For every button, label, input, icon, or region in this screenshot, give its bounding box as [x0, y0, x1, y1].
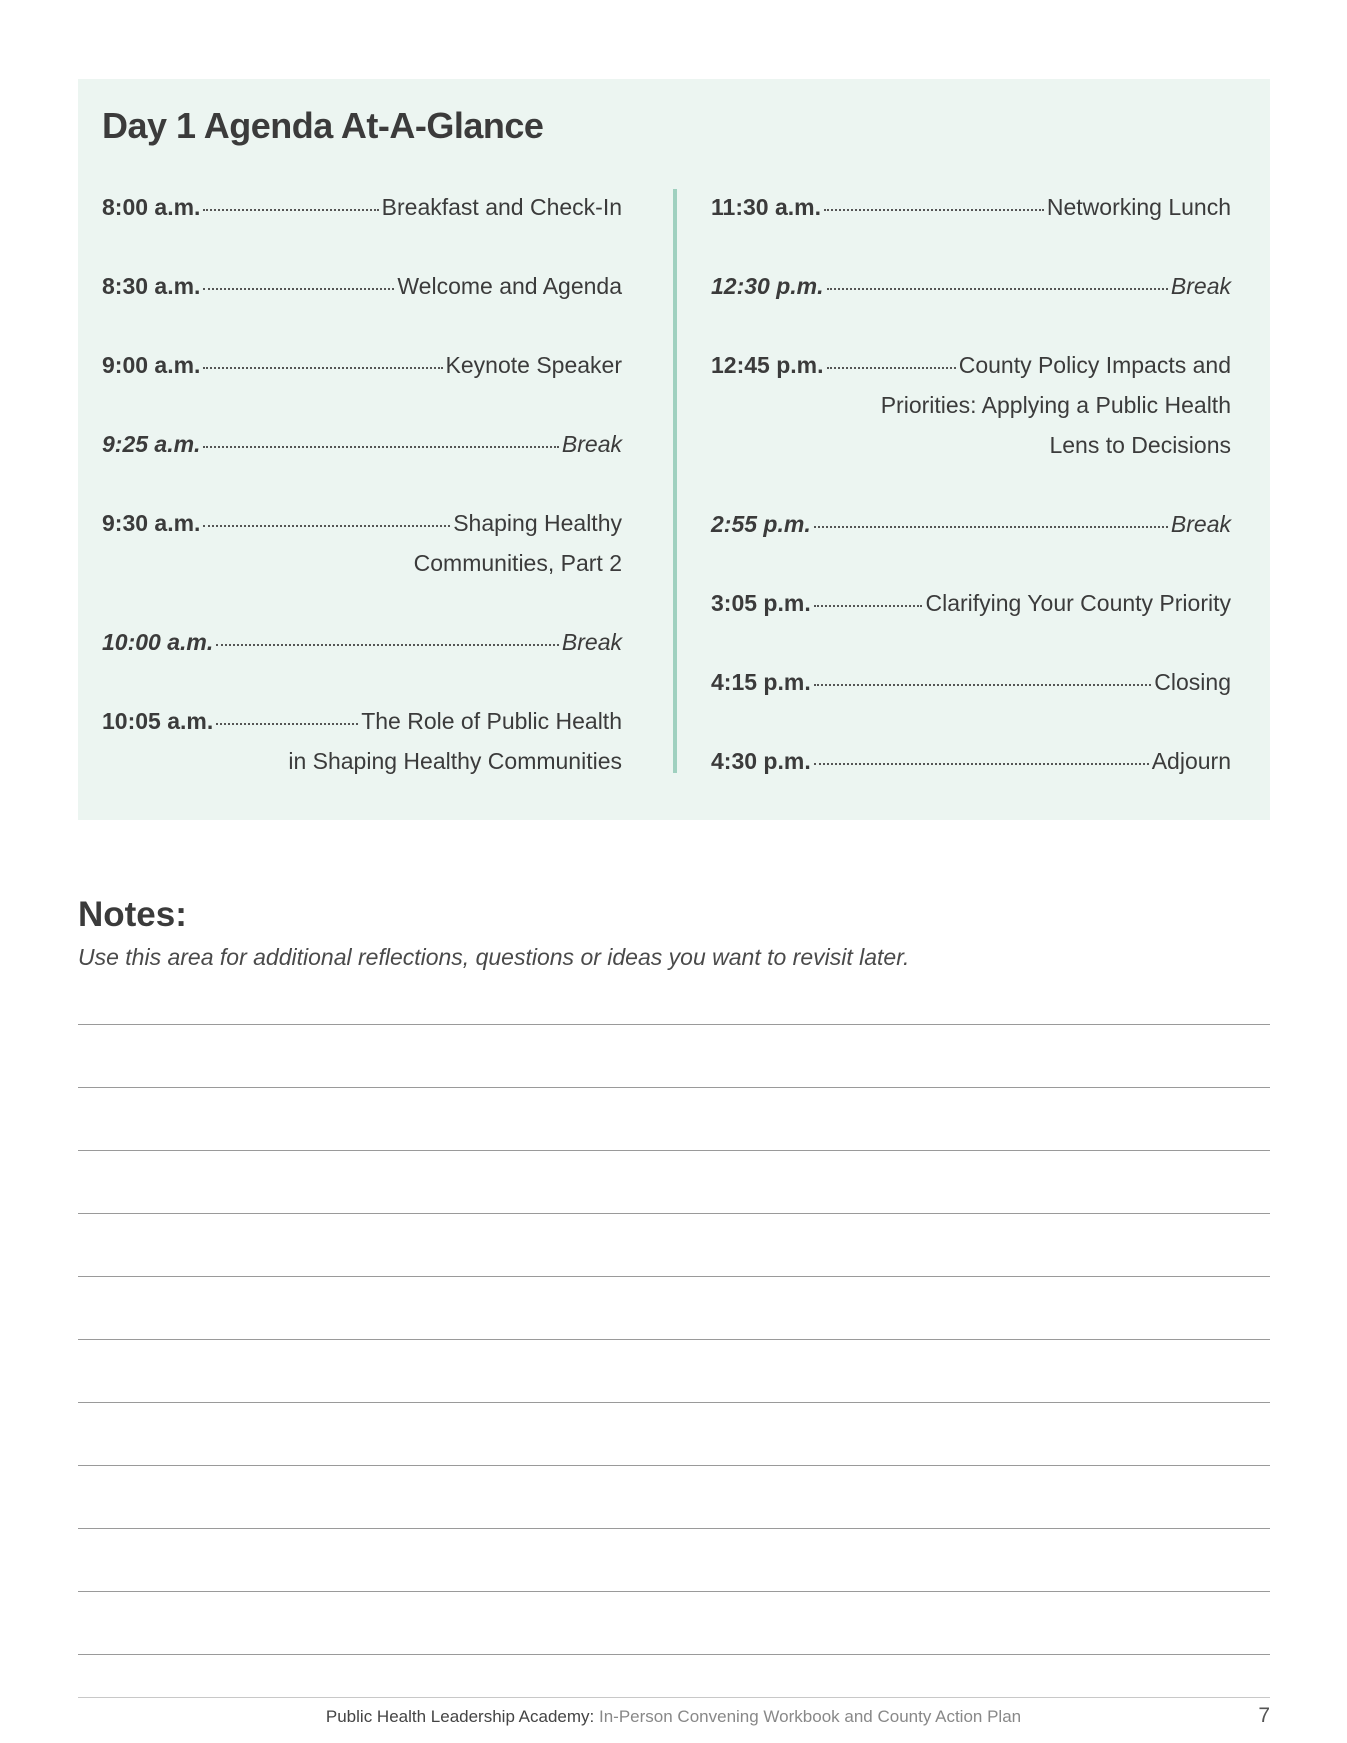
dot-leader: [814, 525, 1168, 528]
agenda-item-row: [711, 266, 1231, 306]
note-line: [78, 1591, 1270, 1592]
agenda-item-row: [102, 622, 622, 662]
agenda-time: 12:30 p.m.: [711, 273, 824, 299]
agenda-session-title: Breakfast and Check-In: [381, 194, 622, 220]
agenda-time: 4:15 p.m.: [711, 669, 811, 695]
agenda-session-title: Break: [561, 629, 622, 655]
agenda-time: 8:30 a.m.: [102, 273, 201, 299]
agenda-item: [711, 504, 1231, 544]
dot-leader: [824, 208, 1044, 211]
agenda-item-row: [102, 187, 622, 227]
agenda-item: [102, 266, 622, 306]
agenda-item-row: [711, 187, 1231, 227]
agenda-item: [102, 187, 622, 227]
agenda-item: [711, 662, 1231, 702]
dot-leader: [203, 445, 558, 448]
agenda-item-row: [102, 701, 622, 741]
agenda-time: 9:25 a.m.: [102, 431, 201, 457]
dot-leader: [216, 722, 358, 725]
agenda-item-row: [711, 504, 1231, 544]
note-line: [78, 1654, 1270, 1655]
agenda-session-title: Break: [561, 431, 622, 457]
note-line: [78, 1213, 1270, 1214]
note-line: [78, 1465, 1270, 1466]
agenda-item: [711, 583, 1231, 623]
agenda-session-title: Keynote Speaker: [445, 352, 622, 378]
agenda-item: [102, 622, 622, 662]
agenda-time: 4:30 p.m.: [711, 748, 811, 774]
agenda-session-title-continued: in Shaping Healthy Communities: [288, 748, 622, 774]
note-line: [78, 1150, 1270, 1151]
agenda-session-title: Clarifying Your County Priority: [925, 590, 1231, 616]
agenda-item-row: [711, 345, 1231, 385]
agenda-time: 9:00 a.m.: [102, 352, 201, 378]
agenda-column-left: [102, 187, 622, 820]
agenda-column-right: [711, 187, 1231, 820]
agenda-item-row: [102, 266, 622, 306]
agenda-session-title: Networking Lunch: [1046, 194, 1231, 220]
agenda-session-title: Closing: [1154, 669, 1231, 695]
agenda-item-row: [102, 503, 622, 543]
agenda-item-row: [102, 345, 622, 385]
page-number: 7: [1258, 1704, 1270, 1727]
agenda-item-row: [711, 662, 1231, 702]
agenda-time: 9:30 a.m.: [102, 510, 201, 536]
agenda-session-title: Break: [1170, 273, 1231, 299]
agenda-item: [102, 701, 622, 781]
note-line: [78, 1402, 1270, 1403]
dot-leader: [827, 366, 956, 369]
footer: [0, 1707, 1347, 1727]
agenda-session-title-continued: Priorities: Applying a Public Health: [880, 392, 1231, 418]
column-divider: [673, 189, 677, 773]
dot-leader: [216, 643, 559, 646]
agenda-title: Day 1 Agenda At-A-Glance: [102, 105, 544, 146]
agenda-item: [711, 741, 1231, 781]
note-line: [78, 1024, 1270, 1025]
agenda-item: [711, 345, 1231, 465]
agenda-time: 8:00 a.m.: [102, 194, 201, 220]
agenda-session-title: The Role of Public Health: [361, 708, 622, 734]
agenda-session-title: County Policy Impacts and: [958, 352, 1231, 378]
footer-subtitle: In-Person Convening Workbook and County Action Plan: [594, 1707, 1022, 1726]
note-line: [78, 1528, 1270, 1529]
agenda-item: [102, 424, 622, 464]
footer-rule: [78, 1697, 1270, 1698]
note-line: [78, 1087, 1270, 1088]
footer-publication: Public Health Leadership Academy:: [325, 1707, 595, 1726]
dot-leader: [203, 208, 378, 211]
agenda-item: [102, 503, 622, 583]
dot-leader: [814, 762, 1149, 765]
dot-leader: [203, 524, 450, 527]
agenda-item-row: [711, 741, 1231, 781]
agenda-session-title: Welcome and Agenda: [397, 273, 622, 299]
note-line: [78, 1339, 1270, 1340]
dot-leader: [814, 604, 923, 607]
agenda-item-row: [102, 424, 622, 464]
dot-leader: [827, 287, 1168, 290]
dot-leader: [203, 366, 442, 369]
agenda-time: 10:00 a.m.: [102, 629, 214, 655]
agenda-time: 11:30 a.m.: [711, 194, 821, 220]
dot-leader: [203, 287, 394, 290]
note-line: [78, 1276, 1270, 1277]
agenda-time: 3:05 p.m.: [711, 590, 811, 616]
agenda-time: 12:45 p.m.: [711, 352, 824, 378]
agenda-item: [711, 187, 1231, 227]
agenda-session-title-continued: Communities, Part 2: [413, 550, 622, 576]
notes-instructions: Use this area for additional reflections, questions or ideas you want to revisit later.: [78, 944, 910, 970]
agenda-item-row: [711, 583, 1231, 623]
agenda-time: 10:05 a.m.: [102, 708, 214, 734]
agenda-session-title-continued: Lens to Decisions: [1049, 432, 1231, 458]
agenda-item: [711, 266, 1231, 306]
agenda-item: [102, 345, 622, 385]
agenda-time: 2:55 p.m.: [711, 511, 811, 537]
agenda-session-title: Break: [1170, 511, 1231, 537]
notes-heading: Notes:: [78, 895, 187, 934]
agenda-panel: [78, 79, 1270, 820]
agenda-session-title: Adjourn: [1151, 748, 1231, 774]
dot-leader: [814, 683, 1152, 686]
agenda-session-title: Shaping Healthy: [453, 510, 622, 536]
